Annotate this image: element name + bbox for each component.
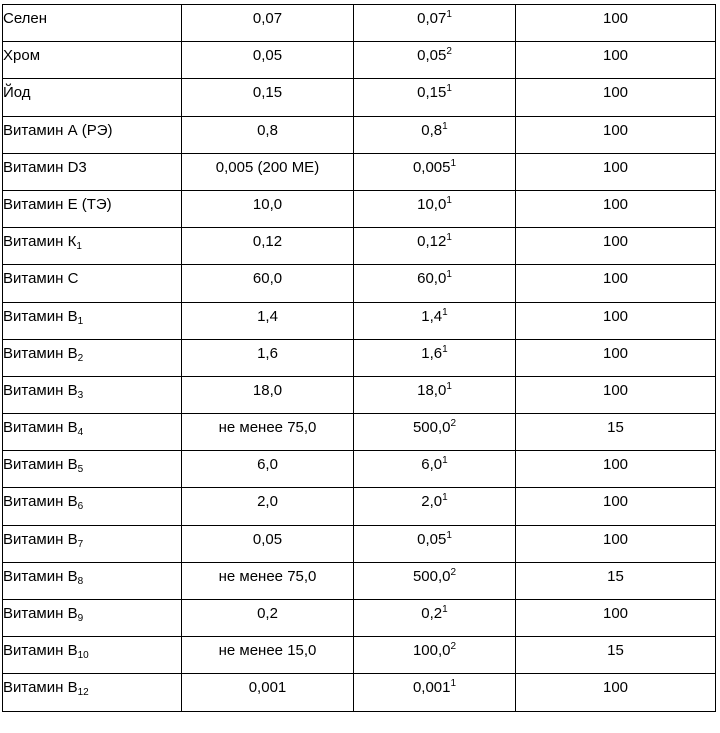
table-row xyxy=(3,228,716,265)
value-a-cell: 0,001 xyxy=(182,674,354,711)
nutrient-name: Витамин В xyxy=(3,493,78,511)
value-b: 1,4 xyxy=(421,307,443,325)
value-b-cell xyxy=(354,339,516,376)
value-b-cell xyxy=(354,451,516,488)
nutrient-name-cell xyxy=(3,228,182,265)
nutrient-name: Витамин В xyxy=(3,605,78,622)
table-row xyxy=(3,79,716,116)
nutrient-subscript: 5 xyxy=(77,464,84,476)
value-b: 1,6 xyxy=(421,344,443,362)
value-c-cell: 100 xyxy=(516,600,716,637)
value-b: 0,05 xyxy=(417,530,447,548)
nutrient-table-body xyxy=(3,5,716,712)
value-a-cell: не менее 15,0 xyxy=(182,637,354,674)
value-b-cell xyxy=(354,637,516,674)
value-b-cell xyxy=(354,525,516,562)
footnote-marker: 1 xyxy=(450,157,457,169)
table-row xyxy=(3,339,716,376)
nutrient-subscript: 3 xyxy=(77,389,84,401)
value-b-cell xyxy=(354,414,516,451)
nutrient-name: Витамин В xyxy=(3,381,78,399)
value-a-cell: 6,0 xyxy=(182,451,354,488)
value-a-cell: 0,8 xyxy=(182,116,354,153)
nutrient-name-cell xyxy=(3,5,182,42)
value-b: 100,0 xyxy=(412,642,451,660)
value-b: 18,0 xyxy=(417,381,447,399)
value-b: 0,2 xyxy=(421,605,443,622)
nutrient-name: Витамин В xyxy=(3,530,78,548)
value-c-cell: 100 xyxy=(516,190,716,227)
footnote-marker: 2 xyxy=(450,418,457,430)
value-c-cell: 100 xyxy=(516,451,716,488)
footnote-marker: 1 xyxy=(442,306,448,318)
value-b: 0,001 xyxy=(412,679,451,697)
nutrient-name-cell xyxy=(3,451,182,488)
value-a-cell: 0,005 (200 МЕ) xyxy=(182,153,354,190)
value-b-cell xyxy=(354,674,516,711)
nutrient-name: Витамин В xyxy=(3,344,78,362)
table-row xyxy=(3,265,716,302)
footnote-marker: 1 xyxy=(446,232,452,244)
nutrient-name: Хром xyxy=(3,47,41,65)
nutrient-name-cell xyxy=(3,42,182,79)
nutrient-name: Витамин С xyxy=(3,270,79,288)
nutrient-name: Витамин К xyxy=(3,233,77,251)
table-row xyxy=(3,414,716,451)
nutrient-subscript: 6 xyxy=(77,501,84,513)
value-b-cell xyxy=(354,79,516,116)
value-b-cell xyxy=(354,42,516,79)
value-c-cell: 100 xyxy=(516,488,716,525)
value-c-cell: 100 xyxy=(516,339,716,376)
nutrient-name-cell xyxy=(3,339,182,376)
table-row xyxy=(3,376,716,413)
nutrient-name: Витамин В xyxy=(3,679,78,697)
footnote-marker: 1 xyxy=(446,194,452,206)
nutrient-subscript: 2 xyxy=(77,352,84,364)
nutrient-name-cell xyxy=(3,190,182,227)
value-c-cell: 15 xyxy=(516,637,716,674)
value-a-cell: 10,0 xyxy=(182,190,354,227)
nutrient-name: Селен xyxy=(3,10,48,27)
value-a-cell: 18,0 xyxy=(182,376,354,413)
value-c-cell: 15 xyxy=(516,414,716,451)
nutrient-name-cell xyxy=(3,562,182,599)
value-c-cell: 100 xyxy=(516,79,716,116)
table-row xyxy=(3,674,716,711)
value-b-cell xyxy=(354,228,516,265)
nutrient-name-cell xyxy=(3,116,182,153)
value-a-cell: не менее 75,0 xyxy=(182,562,354,599)
nutrient-subscript: 4 xyxy=(77,427,84,439)
footnote-marker: 1 xyxy=(442,120,448,132)
nutrient-subscript: 1 xyxy=(76,241,82,253)
footnote-marker: 1 xyxy=(450,678,457,690)
nutrient-name-cell xyxy=(3,637,182,674)
value-a-cell: 0,07 xyxy=(182,5,354,42)
value-b: 500,0 xyxy=(412,567,451,585)
value-c-cell: 100 xyxy=(516,525,716,562)
footnote-marker: 2 xyxy=(446,46,452,58)
nutrient-subscript: 9 xyxy=(77,613,84,624)
value-b-cell xyxy=(354,153,516,190)
value-b-cell xyxy=(354,116,516,153)
value-b: 0,15 xyxy=(417,84,447,102)
nutrient-name: Витамин А (РЭ) xyxy=(3,121,113,139)
nutrient-table xyxy=(2,4,716,712)
nutrient-name-cell xyxy=(3,265,182,302)
nutrient-name: Витамин В xyxy=(3,419,78,437)
value-a-cell: 0,05 xyxy=(182,525,354,562)
value-a-cell: 1,6 xyxy=(182,339,354,376)
nutrient-name-cell xyxy=(3,302,182,339)
value-b-cell xyxy=(354,562,516,599)
value-c-cell: 100 xyxy=(516,674,716,711)
value-b: 6,0 xyxy=(421,456,443,474)
value-c-cell: 100 xyxy=(516,376,716,413)
table-row xyxy=(3,5,716,42)
table-row xyxy=(3,153,716,190)
nutrient-name: Витамин Е (ТЭ) xyxy=(3,195,112,213)
value-b-cell xyxy=(354,302,516,339)
value-b: 60,0 xyxy=(417,270,447,288)
value-b: 10,0 xyxy=(417,195,447,213)
value-b: 0,07 xyxy=(417,10,447,27)
nutrient-name-cell xyxy=(3,414,182,451)
value-c-cell: 15 xyxy=(516,562,716,599)
table-row xyxy=(3,600,716,637)
nutrient-subscript: 1 xyxy=(77,315,84,327)
footnote-marker: 2 xyxy=(450,566,457,578)
footnote-marker: 1 xyxy=(442,343,448,355)
value-b: 0,005 xyxy=(412,158,451,176)
value-b-cell xyxy=(354,265,516,302)
footnote-marker: 1 xyxy=(446,9,452,20)
value-a-cell: 1,4 xyxy=(182,302,354,339)
value-a-cell: 60,0 xyxy=(182,265,354,302)
value-b: 0,8 xyxy=(421,121,443,139)
footnote-marker: 1 xyxy=(442,455,448,467)
table-row xyxy=(3,637,716,674)
footnote-marker: 1 xyxy=(442,604,448,615)
value-a-cell: 2,0 xyxy=(182,488,354,525)
value-c-cell: 100 xyxy=(516,265,716,302)
value-a-cell: 0,05 xyxy=(182,42,354,79)
nutrient-subscript: 10 xyxy=(77,650,89,662)
nutrient-subscript: 8 xyxy=(77,575,84,587)
nutrient-name-cell xyxy=(3,525,182,562)
value-c-cell: 100 xyxy=(516,42,716,79)
table-row xyxy=(3,302,716,339)
value-b-cell xyxy=(354,376,516,413)
nutrient-name: Витамин В xyxy=(3,307,78,325)
value-c-cell: 100 xyxy=(516,153,716,190)
value-b-cell xyxy=(354,190,516,227)
value-c-cell: 100 xyxy=(516,302,716,339)
footnote-marker: 1 xyxy=(442,492,448,504)
value-c-cell: 100 xyxy=(516,228,716,265)
footnote-marker: 2 xyxy=(450,641,457,653)
value-b: 0,12 xyxy=(417,233,447,251)
footnote-marker: 1 xyxy=(446,529,452,541)
nutrient-name-cell xyxy=(3,600,182,637)
nutrient-subscript: 7 xyxy=(77,538,84,550)
value-b: 500,0 xyxy=(412,419,451,437)
value-b-cell xyxy=(354,600,516,637)
value-a-cell: 0,15 xyxy=(182,79,354,116)
footnote-marker: 1 xyxy=(446,380,452,392)
nutrient-name-cell xyxy=(3,674,182,711)
nutrient-name: Йод xyxy=(3,84,31,102)
value-c-cell: 100 xyxy=(516,5,716,42)
value-b-cell xyxy=(354,488,516,525)
value-b: 0,05 xyxy=(417,47,447,65)
footnote-marker: 1 xyxy=(446,83,452,95)
table-row xyxy=(3,116,716,153)
table-row xyxy=(3,525,716,562)
footnote-marker: 1 xyxy=(446,269,452,281)
table-row xyxy=(3,488,716,525)
table-row xyxy=(3,42,716,79)
table-row xyxy=(3,562,716,599)
nutrient-name-cell xyxy=(3,376,182,413)
nutrient-name: Витамин В xyxy=(3,456,78,474)
value-a-cell: не менее 75,0 xyxy=(182,414,354,451)
nutrient-name-cell xyxy=(3,153,182,190)
value-c-cell: 100 xyxy=(516,116,716,153)
nutrient-name-cell xyxy=(3,488,182,525)
nutrient-name: Витамин В xyxy=(3,567,78,585)
nutrient-name-cell xyxy=(3,79,182,116)
value-b-cell xyxy=(354,5,516,42)
nutrient-name: Витамин D3 xyxy=(3,158,87,176)
value-a-cell: 0,2 xyxy=(182,600,354,637)
value-b: 2,0 xyxy=(421,493,443,511)
nutrient-subscript: 12 xyxy=(77,687,89,699)
nutrient-name: Витамин В xyxy=(3,642,78,660)
table-row xyxy=(3,451,716,488)
value-a-cell: 0,12 xyxy=(182,228,354,265)
table-row xyxy=(3,190,716,227)
